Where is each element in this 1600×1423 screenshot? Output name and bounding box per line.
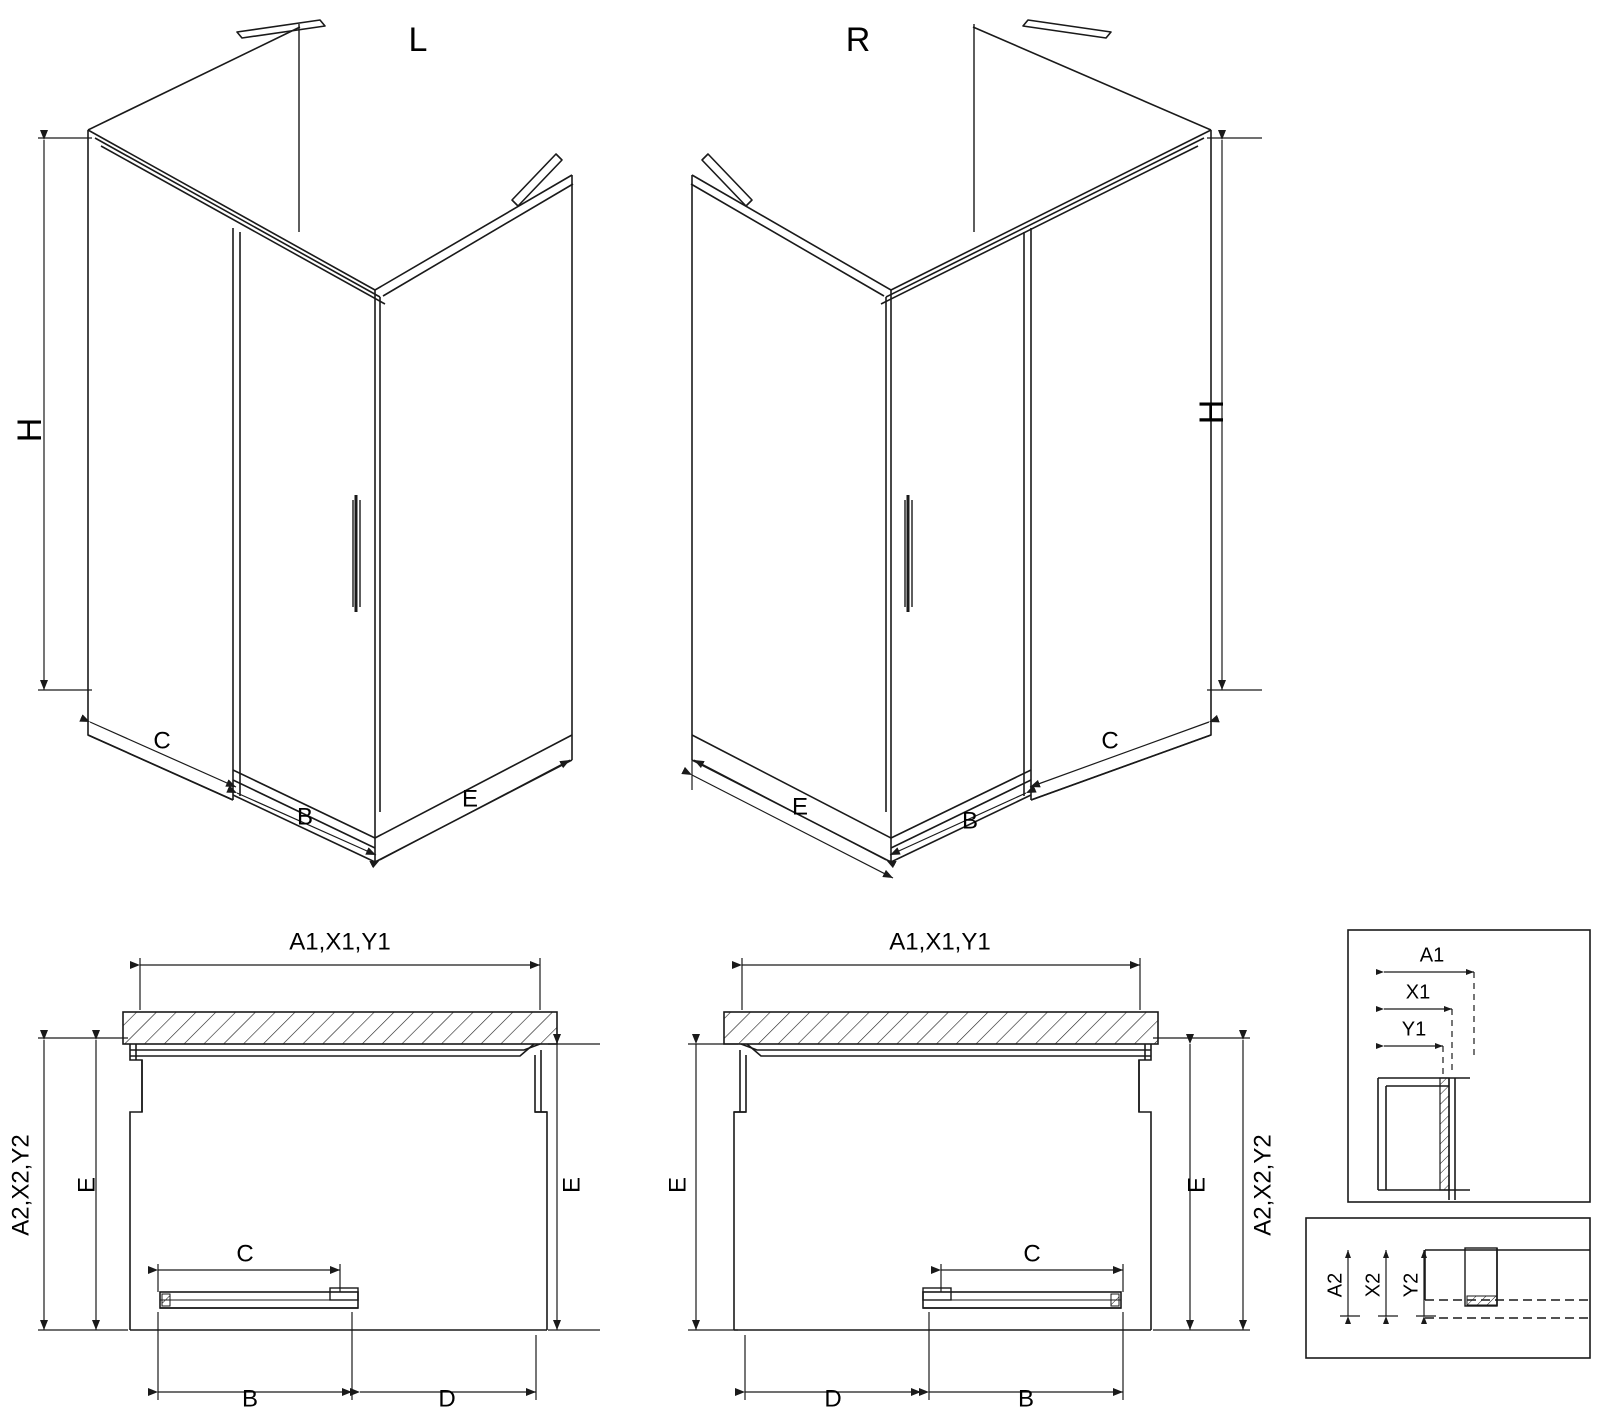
detail-bottom-dim-Y2: Y2 xyxy=(1400,1272,1423,1298)
plan-left-dim-E-inner: E xyxy=(73,1176,101,1194)
iso-right-view-label: R xyxy=(845,20,871,59)
iso-left-view-label: L xyxy=(408,20,428,59)
plan-left-dim-B: B xyxy=(241,1385,259,1413)
detail-top-dim-A1: A1 xyxy=(1419,944,1445,967)
iso-left-dim-H: H xyxy=(10,417,49,443)
detail-bottom-labels xyxy=(1324,1273,1422,1297)
plan-right-dim-E-inner: E xyxy=(1183,1176,1211,1194)
plan-right-dim-D: D xyxy=(824,1385,842,1413)
wall-hatch-left xyxy=(123,1012,557,1044)
detail-bottom-dim-A2: A2 xyxy=(1324,1272,1347,1298)
plan-right-dim-B: B xyxy=(1017,1385,1035,1413)
wall-hatch-right xyxy=(724,1012,1158,1044)
plan-right-dim-C: C xyxy=(1023,1240,1041,1268)
detail-bottom-dim-X2: X2 xyxy=(1362,1272,1385,1298)
iso-left-dim-E: E xyxy=(461,785,479,813)
plan-r-track-end xyxy=(1111,1294,1119,1306)
detail-top-dim-X1: X1 xyxy=(1405,981,1431,1004)
plan-left-dim-top: A1,X1,Y1 xyxy=(289,928,391,956)
detail-top-glass xyxy=(1440,1078,1449,1190)
plan-left-dim-C: C xyxy=(236,1240,254,1268)
detail-view-top xyxy=(1348,930,1590,1202)
iso-right-dim-C: C xyxy=(1101,727,1119,755)
plan-right-dim-E-left: E xyxy=(664,1176,692,1194)
plan-left-dim-E-right: E xyxy=(558,1176,586,1194)
iso-right-dim-H: H xyxy=(1192,399,1231,425)
detail-top-dim-Y1: Y1 xyxy=(1401,1018,1427,1041)
plan-left-dim-D: D xyxy=(438,1385,456,1413)
iso-right-dim-E: E xyxy=(791,793,809,821)
detail-top-frame xyxy=(1348,930,1590,1202)
iso-left-dim-C: C xyxy=(153,727,171,755)
iso-left-dim-B: B xyxy=(296,803,314,831)
detail-bottom-glass xyxy=(1467,1296,1497,1305)
iso-right-dim-B: B xyxy=(961,807,979,835)
plan-right-dim-top: A1,X1,Y1 xyxy=(889,928,991,956)
plan-left-dim-outer: A2,X2,Y2 xyxy=(7,1134,35,1236)
plan-l-track-end xyxy=(162,1294,170,1306)
plan-right-dim-outer: A2,X2,Y2 xyxy=(1249,1134,1277,1236)
